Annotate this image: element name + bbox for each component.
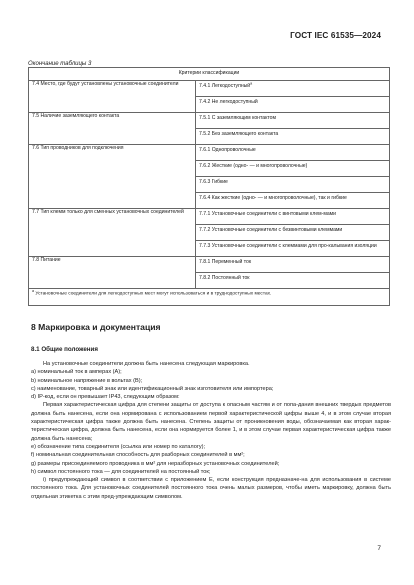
paragraph: а) номинальный ток в амперах (А); — [31, 369, 122, 376]
category-cell — [196, 225, 390, 241]
table-row — [29, 209, 390, 225]
category-text: 7.8.2 Постоянный ток — [199, 275, 250, 281]
paragraph: f) номинальная соединительная способность для разборных соединителей в мм²; — [31, 452, 245, 459]
category-cell — [196, 257, 390, 273]
category-cell — [196, 97, 390, 113]
category-cell — [196, 273, 390, 289]
subsection-title: 8.1 Общие положения — [31, 346, 98, 353]
paragraph: g) размеры присоединяемого проводника в мм² для неразборных установочных соединителей; — [31, 460, 280, 467]
footnote-marker: a — [250, 81, 253, 86]
category-cell — [196, 241, 390, 257]
category-text: 7.6.1 Однопроволочные — [199, 147, 256, 153]
table-row — [29, 113, 390, 129]
category-cell — [196, 177, 390, 193]
category-text: 7.6.3 Гибкие — [199, 179, 228, 185]
criterion-cell: 7.6 Тип проводников для подключения — [29, 145, 196, 209]
section-title: 8 Маркировка и документация — [31, 322, 161, 332]
paragraph: Первая характеристическая цифра для степени защиты от доступа к опасным частям и от попа-дания внешних твердых предметов должна быть нанесена, если она нормирована с использованием первой характеристической цифры выше 4, и в этом случае вторая характеристическая цифра также должна быть нанесена. Степень защиты от проникновения воды, обозначаемая как вторая харак-теристическая цифра, должна быть нанесена, если она нормируется более 1, и в этом случае первая характеристическая цифра также должна быть нанесена; — [31, 402, 391, 442]
table-header: Критерии классификации — [29, 68, 390, 81]
standard-header: ГОСТ IEC 61535—2024 — [290, 31, 381, 40]
paragraph: i) предупреждающий символ в соответствии с приложением Е, если конструкция предназначе-на для использования в системе постоянного тока. Для установочных соединителей постоянного тока очень малых размеров, чтобы иметь маркировку, должна быть отдельная этикетка с этим пред-упреждающим символом. — [31, 477, 391, 500]
footnote-text: Установочные соединители для легкодоступных мест могут использоваться и в труднодоступных местах. — [35, 291, 272, 297]
table-row — [29, 81, 390, 97]
classification-table — [28, 67, 390, 306]
table-caption: Окончание таблицы 3 — [28, 61, 92, 67]
category-text: 7.7.1 Установочные соединители с винтовыми клем-мами — [199, 211, 337, 217]
paragraph: На установочные соединители должна быть нанесена следующая маркировка. — [43, 361, 250, 367]
page-number: 7 — [377, 545, 381, 552]
category-cell — [196, 161, 390, 177]
section-body — [31, 360, 391, 501]
table-row — [29, 257, 390, 273]
category-text: 7.6.2 Жесткие (одно- — и многопроволочные) — [199, 163, 308, 169]
category-cell — [196, 129, 390, 145]
category-cell — [196, 113, 390, 129]
category-text: 7.7.3 Установочные соединители с клеммами для про-кальвания изоляции — [199, 243, 377, 249]
category-text: 7.7.2 Установочные соединители с безвинтовыми клеммами — [199, 227, 343, 233]
category-text: 7.4.2 Не легкодоступный — [199, 99, 258, 105]
footnote-cell — [29, 289, 390, 306]
category-cell — [196, 81, 390, 97]
paragraph: е) обозначение типа соединителя (ссылка или номер по каталогу); — [31, 443, 206, 450]
category-text: 7.8.1 Переменный ток — [199, 259, 252, 265]
paragraph: d) IP-код, если он превышает IP43, следующим образом: — [31, 394, 180, 401]
category-cell — [196, 193, 390, 209]
criterion-cell: 7.7 Тип клемм только для сменных установочных соединителей — [29, 209, 196, 257]
paragraph: b) номинальное напряжение в вольтах (В); — [31, 377, 143, 384]
criterion-cell: 7.8 Питание — [29, 257, 196, 289]
category-text: 7.6.4 Как жесткие (одно- — и многопроволочные), так и гибкие — [199, 195, 347, 201]
category-text: 7.5.1 С заземляющим контактом — [199, 115, 277, 121]
paragraph: c) наименование, товарный знак или идентификационный знак изготовителя или импортера; — [31, 385, 274, 392]
criterion-cell: 7.5 Наличие заземляющего контакта — [29, 113, 196, 145]
criterion-cell: 7.4 Место, где будут установлены установочные соединители — [29, 81, 196, 113]
paragraph: h) символ постоянного тока — для соединителей на постоянный ток; — [31, 468, 211, 475]
category-text: 7.4.1 Легкодоступный — [199, 83, 251, 89]
footnote-mark: a — [32, 289, 34, 293]
category-text: 7.5.2 Без заземляющего контакта — [199, 131, 279, 137]
table-row — [29, 145, 390, 161]
category-cell — [196, 209, 390, 225]
category-cell — [196, 145, 390, 161]
footnote-row — [29, 289, 390, 306]
